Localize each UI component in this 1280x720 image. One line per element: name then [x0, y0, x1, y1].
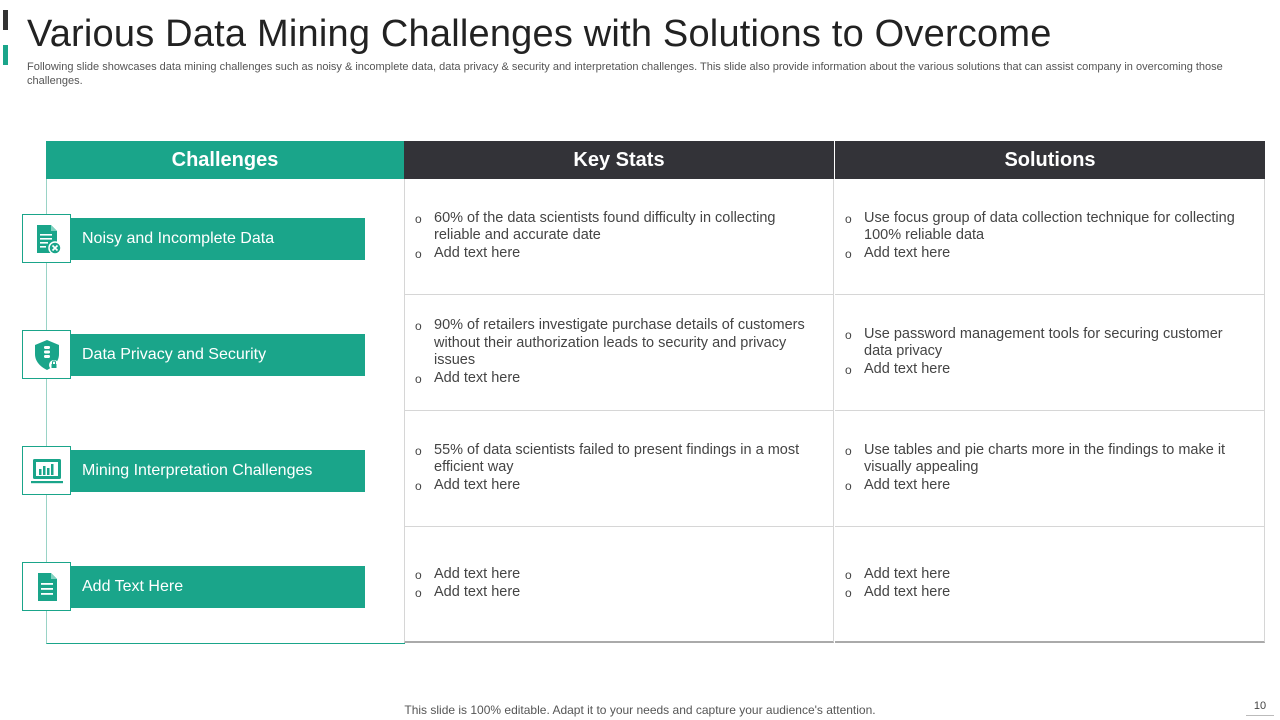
bullet-icon: o [845, 246, 852, 261]
bullet-icon: o [845, 567, 852, 582]
bullet-icon: o [415, 319, 422, 333]
header-solutions: Solutions [835, 141, 1265, 179]
list-item: o Add text here [845, 477, 1244, 496]
list-item: o Add text here [415, 245, 813, 264]
list-item: o Use tables and pie charts more in the findings to make it visually appealing [845, 441, 1226, 476]
challenge-label-1: Noisy and Incomplete Data [71, 218, 365, 260]
stats-cell-3 [404, 411, 834, 527]
list-item: o Add text here [845, 361, 1244, 380]
challenge-label-3: Mining Interpretation Challenges [71, 450, 365, 492]
bullet-icon: o [415, 443, 422, 458]
bullet-icon: o [415, 567, 422, 582]
bullet-icon: o [845, 478, 852, 493]
bullet-icon: o [845, 443, 852, 458]
list-item: o Add text here [845, 566, 1244, 585]
bullet-icon: o [845, 211, 852, 226]
header-key-stats: Key Stats [404, 141, 834, 179]
chart-monitor-icon [22, 446, 71, 495]
stats-cell-1 [404, 179, 834, 295]
solutions-cell-3 [835, 411, 1265, 527]
solutions-cell-4 [835, 527, 1265, 643]
list-item: o Add text here [415, 566, 813, 585]
bullet-icon: o [845, 362, 852, 377]
shield-lock-icon [22, 330, 71, 379]
header-challenges: Challenges [46, 141, 404, 179]
bullet-icon: o [415, 478, 422, 493]
accent-bar-dark [3, 10, 8, 30]
slide-subtitle: Following slide showcases data mining challenges such as noisy & incomplete data, data privacy & security and interpretation challenges. This slide also provide information about the various solutions that can assist company in overcoming those challenges. [27, 61, 1223, 87]
bullet-icon: o [415, 246, 422, 261]
bullet-icon: o [845, 586, 852, 600]
document-x-icon [22, 214, 71, 263]
bullet-icon: o [845, 327, 852, 342]
solutions-cell-1 [835, 179, 1265, 295]
list-item: o Use focus group of data collection technique for collecting 100% reliable data [845, 209, 1235, 244]
list-item: o Add text here [415, 584, 813, 603]
page-number: 10 [1246, 696, 1274, 716]
stats-cell-4 [404, 527, 834, 643]
list-item: o Add text here [845, 584, 1244, 603]
slide-title: Various Data Mining Challenges with Solutions to Overcome [27, 13, 1052, 55]
bullet-icon: o [415, 586, 422, 600]
document-icon [22, 562, 71, 611]
list-item: o Add text here [415, 477, 813, 496]
list-item: o 55% of data scientists failed to present findings in a most efficient way [415, 441, 800, 476]
list-item: o Add text here [845, 245, 1244, 264]
accent-bar-green [3, 45, 8, 65]
solutions-cell-2 [835, 295, 1265, 411]
list-item: o Use password management tools for securing customer data privacy [845, 325, 1223, 360]
stats-cell-2 [404, 295, 834, 411]
list-item: o Add text here [415, 370, 813, 389]
challenge-label-2: Data Privacy and Security [71, 334, 365, 376]
bullet-icon: o [415, 211, 422, 226]
challenge-label-4: Add Text Here [71, 566, 365, 608]
footer-note: This slide is 100% editable. Adapt it to your needs and capture your audience's attention. [404, 703, 876, 717]
bullet-icon: o [415, 371, 422, 386]
list-item: o 90% of retailers investigate purchase details of customers without their authorization leads to security and privacy issues [415, 317, 805, 368]
list-item: o 60% of the data scientists found difficulty in collecting reliable and accurate date [415, 209, 776, 244]
